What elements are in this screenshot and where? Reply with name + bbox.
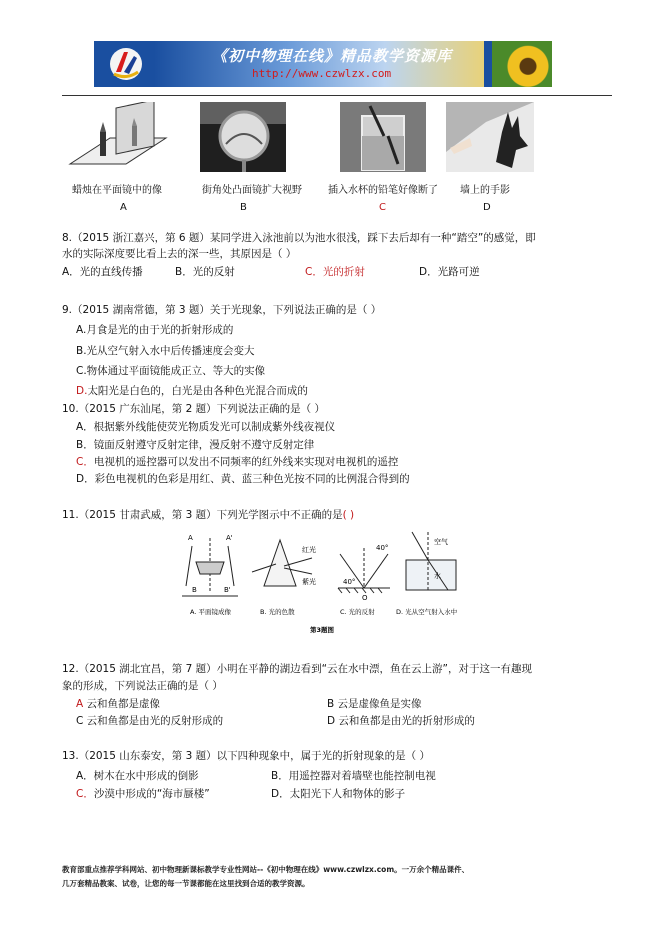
letter-d: D (483, 202, 491, 213)
label-angle-top: 40° (376, 544, 389, 552)
q10-option-d: D．彩色电视机的色彩是用红、黄、蓝三种色光按不同的比例混合得到的 (76, 473, 410, 485)
q13-stem: 13.（2015 山东泰安，第 3 题）以下四种现象中，属于光的折射现象的是（ ） (62, 750, 430, 762)
q9-stem: 9.（2015 湖南常德，第 3 题）关于光现象，下列说法正确的是（ ） (62, 304, 382, 316)
photo-candle-mirror (66, 102, 172, 172)
diagram-label-d: D. 光从空气射入水中 (396, 608, 458, 616)
label-violet-light: 紫光 (302, 578, 316, 586)
q10-stem: 10.（2015 广东汕尾，第 2 题）下列说法正确的是（ ） (62, 403, 325, 415)
header-divider (62, 95, 612, 96)
sunflower-image (492, 41, 552, 87)
q8-option-d: D．光路可逆 (419, 266, 480, 278)
letter-c: C (379, 202, 386, 213)
q10-option-b: B．镜面反射遵守反射定律，漫反射不遵守反射定律 (76, 439, 315, 451)
diagram-d-refraction (406, 532, 456, 592)
diagram-label-b: B. 光的色散 (260, 608, 295, 616)
svg-text:B': B' (224, 586, 231, 594)
label-air: 空气 (434, 538, 448, 546)
photo-convex-mirror (200, 102, 286, 172)
q9-option-d: D.太阳光是白色的，白光是由各种色光混合而成的 (76, 385, 308, 397)
diagram-label-c: C. 光的反射 (340, 608, 375, 616)
q9-option-a: A.月食是光的由于光的折射形成的 (76, 324, 234, 336)
caption-a: 蜡烛在平面镜中的像 (72, 185, 162, 196)
q8-option-b: B．光的反射 (175, 266, 235, 278)
diagram-label-a: A. 平面镜成像 (190, 608, 231, 616)
footer-line2: 几万套精品教案、试卷，让您的每一节课都能在这里找到合适的教学资源。 (62, 879, 310, 888)
q8-option-a: A．光的直线传播 (62, 266, 143, 278)
caption-c: 插入水杯的铅笔好像断了 (328, 185, 438, 196)
q13-option-c: C．沙漠中形成的“海市蜃楼” (76, 788, 210, 800)
site-logo-icon (108, 46, 144, 82)
q12-option-b: B 云是虚像鱼是实像 (327, 698, 422, 710)
q11-stem: 11.（2015 甘肃武威，第 3 题）下列光学图示中不正确的是( ) (62, 509, 355, 521)
banner-title: 《初中物理在线》精品教学资源库 (212, 47, 453, 65)
svg-text:A: A (188, 534, 193, 542)
diagram-c-reflection (338, 548, 390, 593)
label-water: 水 (434, 572, 441, 580)
label-angle-left: 40° (343, 578, 356, 586)
q8-stem-line1: 8.（2015 浙江嘉兴，第 6 题）某同学进入泳池前以为池水很浅，踩下去后却有一种“踏空”的感觉，即 (62, 232, 536, 244)
q12-stem-line1: 12.（2015 湖北宜昌，第 7 题）小明在平静的湖边看到“云在水中漂，鱼在云上游”，对于这一有趣现 (62, 663, 532, 675)
caption-b: 街角处凸面镜扩大视野 (202, 185, 302, 196)
q10-option-c: C．电视机的遥控器可以发出不同频率的红外线来实现对电视机的遥控 (76, 456, 399, 468)
svg-text:A': A' (226, 534, 233, 542)
q12-option-c: C 云和鱼都是由光的反射形成的 (76, 715, 224, 727)
q12-option-d: D 云和鱼都是由光的折射形成的 (327, 715, 475, 727)
photo-pencil-in-water (340, 102, 426, 172)
q9-option-c: C.物体通过平面镜能成正立、等大的实像 (76, 365, 266, 377)
caption-d: 墙上的手影 (460, 185, 510, 196)
header-banner (94, 41, 552, 87)
q13-option-d: D．太阳光下人和物体的影子 (271, 788, 406, 800)
q13-option-a: A．树木在水中形成的倒影 (76, 770, 199, 782)
figure-caption: 第3题图 (310, 626, 335, 634)
photo-hand-shadow (446, 102, 534, 172)
label-red-light: 红光 (302, 546, 316, 554)
q11-optics-diagrams (180, 528, 470, 638)
footer-line1: 教育部重点推荐学科网站、初中物理新课标教学专业性网站--《初中物理在线》www.czwlzx.com。一万余个精品课件、 (62, 865, 470, 874)
q10-option-a: A．根据紫外线能使荧光物质发光可以制成紫外线夜视仪 (76, 421, 336, 433)
q12-option-a: A 云和鱼都是虚像 (76, 698, 161, 710)
letter-b: B (240, 202, 247, 213)
q12-stem-line2: 象的形成，下列说法正确的是（ ） (62, 680, 223, 692)
q8-option-c: C．光的折射 (305, 266, 365, 278)
label-point-o: O (362, 594, 368, 602)
banner-url[interactable]: http://www.czwlzx.com (252, 67, 392, 80)
svg-text:B: B (192, 586, 197, 594)
q9-option-b: B.光从空气射入水中后传播速度会变大 (76, 345, 255, 357)
q8-stem-line2: 水的实际深度要比看上去的深一些，其原因是（ ） (62, 248, 297, 260)
letter-a: A (120, 202, 127, 213)
q13-option-b: B．用遥控器对着墙壁也能控制电视 (271, 770, 436, 782)
